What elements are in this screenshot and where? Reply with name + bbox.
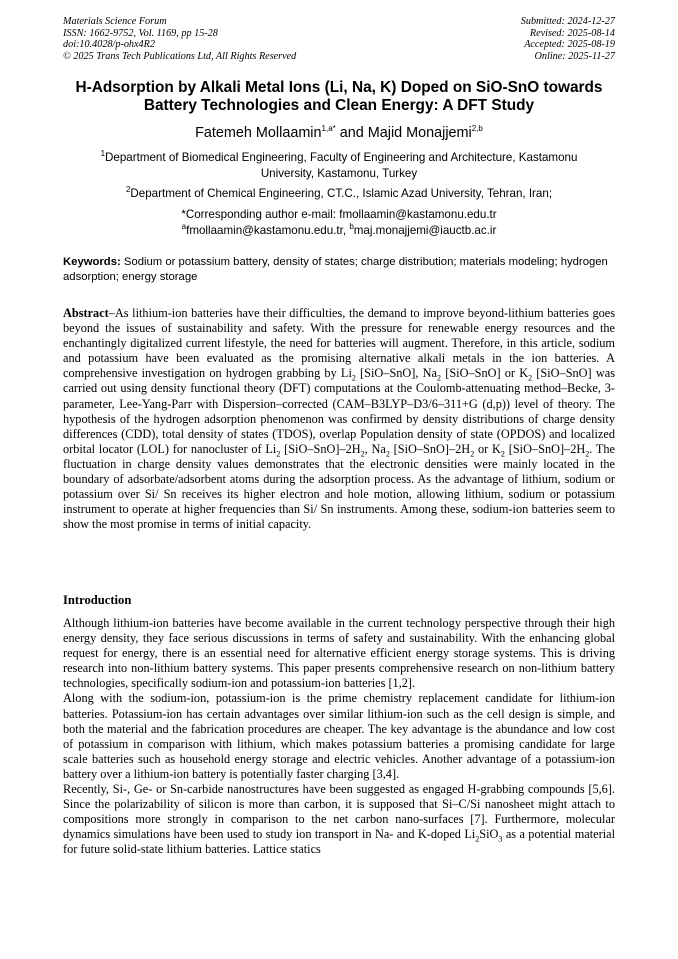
submitted-date: Submitted: 2024-12-27 (520, 16, 615, 27)
subscript: 2 (470, 449, 475, 459)
keywords (63, 255, 615, 284)
intro-paragraph-2: Along with the sodium-ion, potassium-ion is the prime chemistry replacement candidate for lithium-ion batteries. Potassium-ion has certain advantages over similar lithium-ion such as the cell design is simple, and both the material and the fabrication procedures are cheaper. The key advantage is the abundance and low cost of potassium in comparison with lithium, which makes potassium batteries a promising candidate for large scale batteries such as household energy storage and electric vehicles. Another advantage of a potassium-ion battery over a lithium-ion battery is potentially faster charging [3,4]. (63, 691, 615, 781)
abstract-text: –As lithium-ion batteries have their difficulties, the demand to improve beyond-lithium batteries goes beyond the issues of sustainability and safety. With the pressure for renewable energy resources and the enchantingly digitalized current lifestyle, the need for batteries will augment. Therefore, in this article, sodium and potassium have been evaluated as the promising alternative alkali metals in the ion batteries. A comprehensive investigation on hydrogen grabbing by Li (63, 306, 615, 381)
abstract-text: [SiO–SnO]–2H (389, 441, 471, 456)
introduction-body (63, 616, 615, 858)
author-1-superscript: 1,a* (321, 124, 336, 134)
subscript: 3 (498, 834, 503, 844)
subscript: 2 (500, 449, 505, 459)
introduction-heading: Introduction (63, 593, 132, 607)
author-1: Fatemeh Mollaamin (195, 125, 322, 141)
dates-header (521, 16, 615, 62)
author-conjunction: and (335, 125, 368, 141)
subscript: 2 (437, 373, 442, 383)
title-line-1: H-Adsorption by Alkali Metal Ions (Li, Na, K) Doped on SiO-SnO towards (75, 79, 603, 96)
email-b[interactable]: maj.monajjemi@iauctb.ac.ir (353, 223, 497, 237)
abstract-text: [SiO–SnO]–2H (504, 441, 586, 456)
paper-title (40, 79, 638, 115)
author-2: Majid Monajjemi (367, 125, 472, 141)
intro-paragraph-3 (63, 782, 615, 857)
intro-text: as a potential material for future solid-state lithium batteries. Lattice statics (63, 827, 616, 857)
author-list (40, 124, 638, 142)
abstract-text: [SiO–SnO], Na (355, 366, 438, 381)
revised-date: Revised: 2025-08-14 (529, 27, 615, 39)
intro-text: Recently, Si-, Ge- or Sn-carbide nanostructures have been suggested as engaged H-grabbing compounds [5,6]. Since the polarizability of silicon is more than carbon, it is supposed that Si–C/Si nanosheet might attach to compositions more strongly in comparison to the net carbon nano-surfaces [7]. Furthermore, molecular dynamics simulations have been used to study ion transport in Na- and K-doped Li (63, 782, 615, 842)
abstract-text: [SiO–SnO]–2H (280, 441, 361, 456)
abstract (63, 306, 615, 532)
affiliation-2-number: 2 (125, 185, 131, 195)
subscript: 2 (351, 373, 356, 383)
affiliation-2-text: Department of Chemical Engineering, CT.C., Islamic Azad University, Tehran, Iran; (130, 187, 553, 200)
doi[interactable]: doi:10.4028/p-ohx4R2 (63, 39, 155, 51)
keywords-label: Keywords: (63, 256, 121, 268)
online-date: Online: 2025-11-27 (534, 50, 615, 62)
affiliation-2 (60, 186, 618, 202)
affiliation-1-line-2: University, Kastamonu, Turkey (260, 166, 418, 180)
journal-header (63, 16, 296, 62)
subscript: 2 (385, 449, 390, 459)
abstract-text: . The fluctuation in charge density values demonstrates that the electronic densities were mainly located in the boundary of adsorbate/adsorbent atoms during the adsorption process. As the advantage of lithium, sodium or potassium over Si/ Sn receives its higher electron and hole motion, allowing lithium, sodium or potassium instrument to operate at higher frequencies than Si/ Sn instruments. Among these, sodium-ion batteries seem to show the most promise in terms of initial capacity. (63, 441, 616, 532)
issn: ISSN: 1662-9752, Vol. 1169, pp 15-28 (63, 27, 218, 39)
abstract-text: [SiO–SnO] was carried out using density functional theory (DFT) computations at the Coulomb-attenuating method–Becke, 3-parameter, Lee-Yang-Parr with Dispersion–corrected (CAM–B3LYP–D3/6–311+G (d,p)) level of theory. The hypothesis of the hydrogen adsorption phenomenon was confirmed by density distributions of charge density differences (CDD), total density of states (TDOS), overlap Population density of state (OPDOS) and localized orbital locator (LOL) for nanocluster of Li (63, 366, 615, 456)
email-a[interactable]: fmollaamin@kastamonu.edu.tr, (186, 223, 350, 237)
keywords-text: Sodium or potassium battery, density of states; charge distribution; materials modeling; hydrogen adsorption; energy storage (63, 256, 608, 283)
email-a-superscript: a (181, 221, 187, 231)
subscript: 2 (475, 834, 480, 844)
accepted-date: Accepted: 2025-08-19 (524, 39, 615, 51)
subscript: 2 (585, 449, 590, 459)
subscript: 2 (360, 449, 365, 459)
intro-text: SiO (479, 827, 499, 842)
subscript: 2 (528, 373, 533, 383)
subscript: 2 (276, 449, 281, 459)
intro-paragraph-1: Although lithium-ion batteries have become available in the current technology perspective through their high energy density, they face serious discussions in terms of safety and sustainability. With the enhancing global request for energy, there is an essential need for alternative efficient energy storage systems. This is driving research into non-lithium battery systems. This paper presents comprehensive research on non-lithium battery technologies, specifically sodium-ion and potassium-ion batteries [1,2]. (63, 616, 615, 691)
abstract-text: , Na (364, 441, 386, 456)
author-2-superscript: 2,b (471, 124, 483, 134)
affiliation-1-line-1: Department of Biomedical Engineering, Faculty of Engineering and Architecture, Kastamonu (105, 151, 578, 164)
copyright: © 2025 Trans Tech Publications Ltd, All Rights Reserved (63, 50, 297, 62)
affiliation-1 (60, 150, 618, 181)
corresponding-author (60, 207, 618, 238)
abstract-text: [SiO–SnO] or K (441, 366, 529, 381)
email-b-superscript: b (349, 221, 354, 231)
journal-name: Materials Science Forum (63, 16, 167, 27)
title-line-2: Battery Technologies and Clean Energy: A DFT Study (143, 97, 535, 114)
affiliation-1-number: 1 (100, 149, 106, 159)
abstract-text: or K (474, 441, 501, 456)
abstract-label: Abstract (63, 306, 109, 320)
corresponding-email[interactable]: *Corresponding author e-mail: fmollaamin@kastamonu.edu.tr (181, 208, 497, 221)
